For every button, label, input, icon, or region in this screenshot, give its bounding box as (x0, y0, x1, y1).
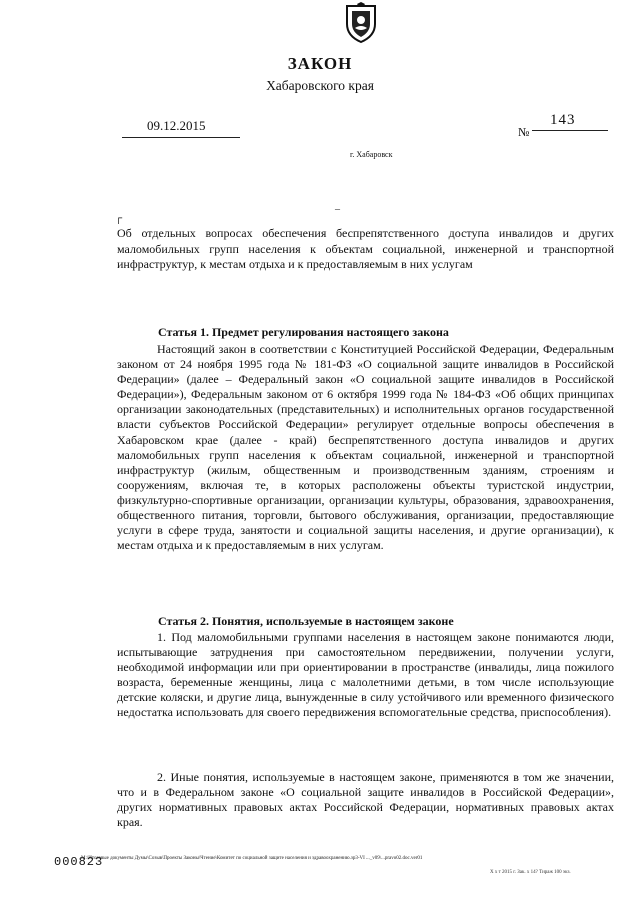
corner-mark-right: ¯ (335, 209, 340, 220)
number-label: № (518, 125, 530, 139)
article-1-text: Настоящий закон в соответствии с Конституцией Российской Федерации, Федеральным законом от 24 ноября 1995 года № 181-ФЗ «О социальной защите инвалидов в Российской Федерации» (далее – Федеральный закон «О социальной защите инвалидов в Российской Федерации»), Федеральным законом от 6 октября 1999 года № 184-ФЗ «Об общих принципах организации законодательных (представительных) и исполнительных органов государственной власти субъектов Российской Федерации» регулирует отдельные вопросы обеспечения в Хабаровском крае (далее - край) беспрепятственного доступа инвалидов и других маломобильных групп населения к объектам социальной, инженерной и транспортной инфраструктур (жилым, общественным и производственным зданиям, строениям и сооружениям, включая те, в которых расположены объекты туристской индустрии, физкультурно-спортивные организации, организации культуры, образования, здравоохранения, общественного питания, торговли, бытового обслуживания, организации, предоставляющие услуги в сфере труда, занятости и социальной защиты населения, и другие организации), к местам отдыха и к предоставляемым в них услугам. (117, 342, 614, 553)
document-number: 143 (550, 112, 576, 128)
article-1-heading: Статья 1. Предмет регулирования настоящего закона (158, 325, 449, 339)
article-2-paragraph-2: 2. Иные понятия, используемые в настоящем законе, применяются в том же значении, что и в Федеральном законе «О социальной защите инвалидов в Российской Федерации», других нормативных правовых актах Российской Федерации, нормативных правовых актах края. (117, 770, 614, 830)
date-underline (122, 137, 240, 138)
footer-print-note: Х х т 2015 г. Зак. х 14? Тираж 100 экз. (490, 870, 571, 875)
number-underline (532, 130, 608, 131)
document-city: г. Хабаровск (350, 150, 393, 159)
document-date: 09.12.2015 (147, 118, 206, 133)
footer-document-code: 000823 (54, 855, 104, 869)
coat-of-arms-icon (343, 2, 379, 44)
corner-mark-left: ┌ (115, 213, 123, 224)
article-2-heading: Статья 2. Понятия, используемые в настоящем законе (158, 614, 454, 628)
document-subtitle: Хабаровского края (266, 78, 374, 93)
footer-file-path: М:\Итоговые документы Думы\Созыв\Проекты Законы\Чтение\Комитет по социальной защите населения и здравоохранению.зр3-VI ..._v09\...pravo02.doc.ver01 (81, 856, 423, 861)
law-preamble: Об отдельных вопросах обеспечения беспрепятственного доступа инвалидов и других маломобильных групп населения к объектам социальной, инженерной и транспортной инфраструктур, к местам отдыха и к предоставляемым в них услугам (117, 226, 614, 271)
article-2-paragraph-1: 1. Под маломобильными группами населения в настоящем законе понимаются люди, испытывающие затруднения при самостоятельном передвижении, получении услуги, необходимой информации или при ориентировании в пространстве (инвалиды, лица пожилого возраста, беременные женщины, лица с малолетними детьми, в том числе использующие детские коляски, и другие лица, вынужденные в силу устойчивого или временного физического недостатка использовать для своего передвижения вспомогательные средства, приспособления). (117, 630, 614, 720)
document-title: ЗАКОН (287, 54, 353, 73)
